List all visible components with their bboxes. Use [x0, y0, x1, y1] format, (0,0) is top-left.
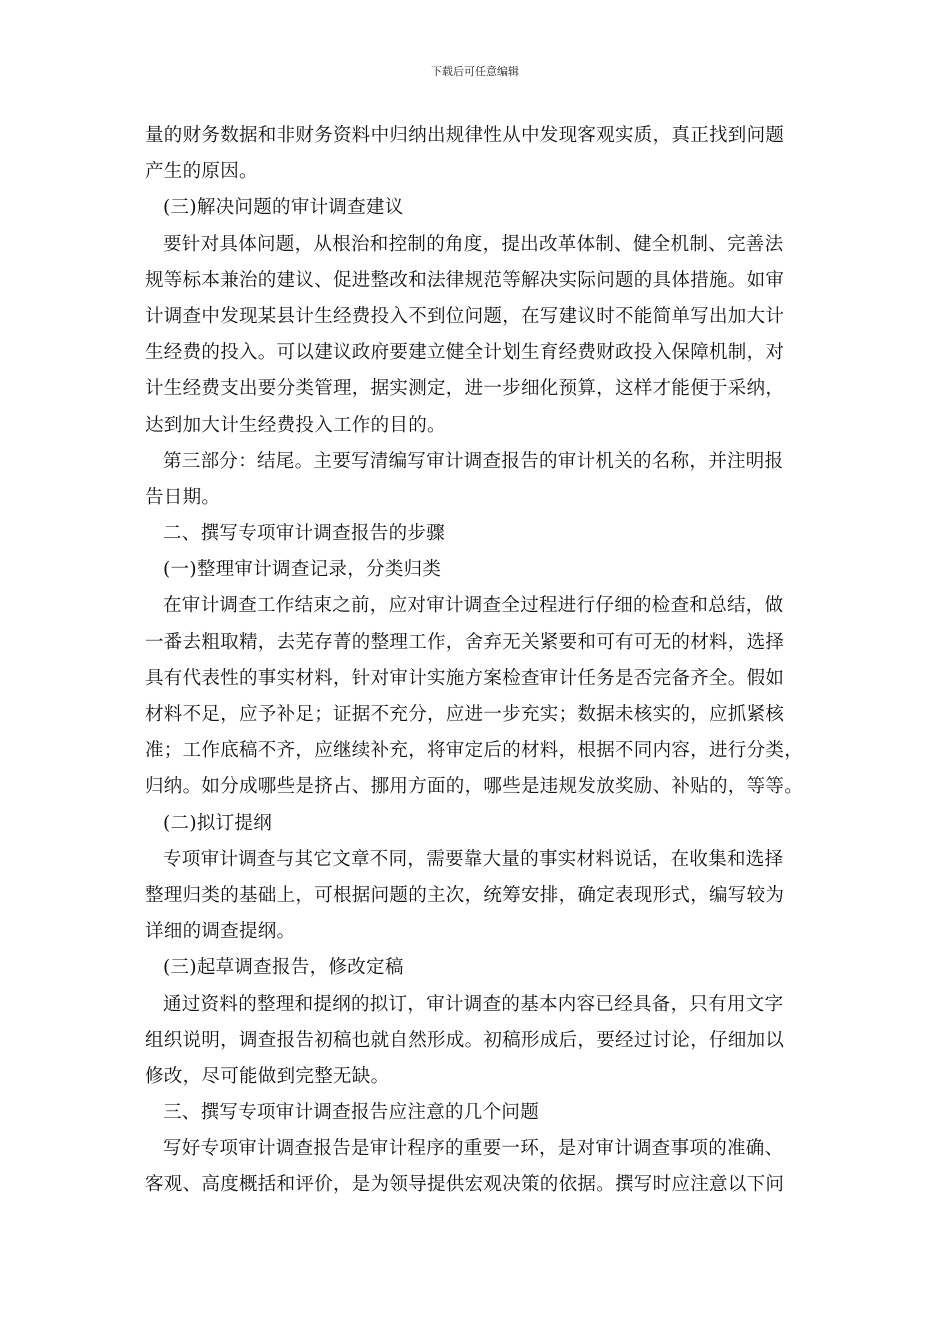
body-line: 生经费的投入。可以建议政府要建立健全计划生育经费财政投入保障机制，对 — [145, 342, 785, 364]
section-heading: (三)解决问题的审计调查建议 — [163, 197, 404, 219]
body-line: 组织说明，调查报告初稿也就自然形成。初稿形成后，要经过讨论，仔细加以 — [145, 1029, 785, 1051]
body-line: 材料不足，应予补足；证据不充分，应进一步充实；数据未核实的，应抓紧核 — [145, 704, 785, 725]
body-line: 计调查中发现某县计生经费投入不到位问题，在写建议时不能简单写出加大计 — [145, 305, 785, 327]
section-heading: 二、撰写专项审计调查报告的步骤 — [163, 523, 446, 545]
body-line: 量的财务数据和非财务资料中归纳出规律性从中发现客观实质，真正找到问题 — [145, 125, 785, 146]
body-line: 客观、高度概括和评价，是为领导提供宏观决策的依据。撰写时应注意以下问 — [145, 1174, 785, 1196]
body-line: 整理归类的基础上，可根据问题的主次，统筹安排，确定表现形式，编写较为 — [145, 884, 785, 906]
body-line: 计生经费支出要分类管理，据实测定，进一步细化预算，这样才能便于采纳， — [145, 378, 785, 400]
body-line: 具有代表性的事实材料，针对审计实施方案检查审计任务是否完备齐全。假如 — [145, 667, 785, 689]
section-heading: 三、撰写专项审计调查报告应注意的几个问题 — [163, 1102, 540, 1124]
body-line: 专项审计调查与其它文章不同，需要靠大量的事实材料说话，在收集和选择 — [163, 848, 784, 870]
section-heading: (二)拟订提纲 — [163, 812, 273, 834]
body-line: 产生的原因。 — [145, 161, 258, 183]
body-line: 修改，尽可能做到完整无缺。 — [145, 1065, 390, 1087]
body-line: 要针对具体问题，从根治和控制的角度，提出改革体制、健全机制、完善法 — [163, 233, 784, 255]
body-line: 一番去粗取精，去芜存菁的整理工作，舍弃无关紧要和可有可无的材料，选择 — [145, 631, 785, 653]
body-line: 在审计调查工作结束之前，应对审计调查全过程进行仔细的检查和总结，做 — [163, 595, 784, 617]
section-heading: (一)整理审计调查记录，分类归类 — [163, 559, 442, 581]
body-line: 详细的调查提纲。 — [145, 921, 296, 943]
body-line: 写好专项审计调查报告是审计程序的重要一环，是对审计调查事项的准确、 — [163, 1138, 784, 1160]
body-line: 准；工作底稿不齐，应继续补充，将审定后的材料，根据不同内容，进行分类， — [145, 740, 804, 762]
body-line: 通过资料的整理和提纲的拟订，审计调查的基本内容已经具备，只有用文字 — [163, 993, 784, 1015]
body-line: 第三部分：结尾。主要写清编写审计调查报告的审计机关的名称，并注明报 — [163, 450, 784, 472]
body-line: 告日期。 — [145, 486, 221, 508]
page-header: 下载后可任意编辑 — [431, 65, 519, 78]
body-line: 规等标本兼治的建议、促进整改和法律规范等解决实际问题的具体措施。如审 — [145, 269, 785, 291]
section-heading: (三)起草调查报告，修改定稿 — [163, 957, 404, 979]
document-body — [145, 118, 807, 1204]
body-line: 达到加大计生经费投入工作的目的。 — [145, 414, 446, 436]
body-line: 归纳。如分成哪些是挤占、挪用方面的，哪些是违规发放奖励、补贴的，等等。 — [145, 776, 804, 798]
